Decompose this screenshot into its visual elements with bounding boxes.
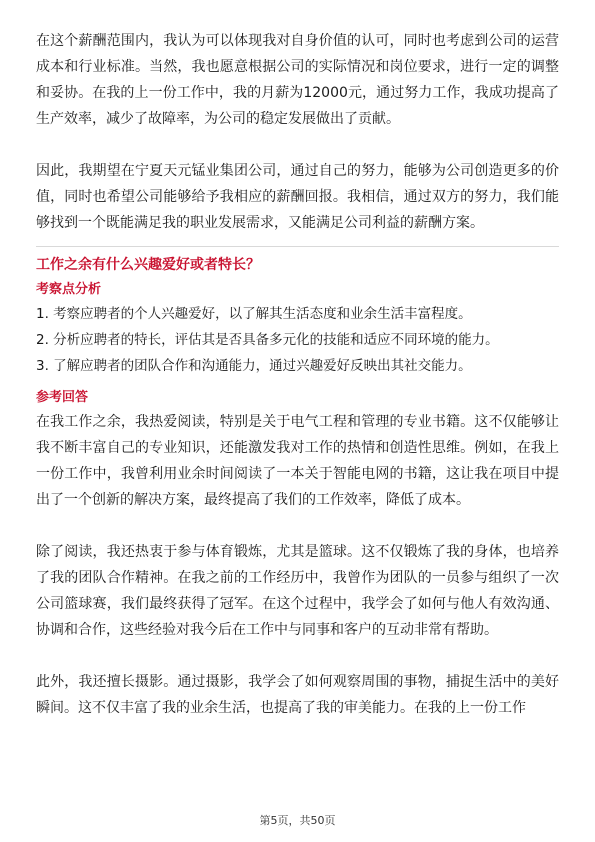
- page-number: 第5页，共50页: [259, 814, 336, 827]
- analysis-item-3: 3. 了解应聘者的团队合作和沟通能力，通过兴趣爱好反映出其社交能力。: [36, 358, 472, 374]
- analysis-label: 考察点分析: [36, 282, 102, 297]
- analysis-item-2: 2. 分析应聘者的特长，评估其是否具备多元化的技能和适应不同环境的能力。: [36, 332, 499, 348]
- answer-paragraph-2: 除了阅读，我还热衷于参与体育锻炼，尤其是篮球。这不仅锻炼了我的身体，也培养了我的团队合作精神。在我之前的工作经历中，我曾作为团队的一员参与组织了一次公司篮球赛，我们最终获得了冠军。在这个过程中，我学会了如何与他人有效沟通、协调和合作，这些经验对我今后在工作中与同事和客户的互动非常有帮助。: [36, 544, 559, 638]
- intro-paragraph-2: 因此，我期望在宁夏天元锰业集团公司，通过自己的努力，能够为公司创造更多的价值，同时也希望公司能够给予我相应的薪酬回报。我相信，通过双方的努力，我们能够找到一个既能满足我的职业发展需求，又能满足公司利益的薪酬方案。: [36, 163, 559, 231]
- question-heading: 工作之余有什么兴趣爱好或者特长？: [36, 257, 260, 273]
- section-divider: [36, 246, 559, 247]
- answer-label: 参考回答: [36, 390, 89, 405]
- analysis-item-1: 1. 考察应聘者的个人兴趣爱好，以了解其生活态度和业余生活丰富程度。: [36, 306, 472, 322]
- answer-paragraph-1: 在我工作之余，我热爱阅读，特别是关于电气工程和管理的专业书籍。这不仅能够让我不断丰富自己的专业知识，还能激发我对工作的热情和创造性思维。例如，在我上一份工作中，我曾利用业余时间阅读了一本关于智能电网的书籍，这让我在项目中提出了一个创新的解决方案，最终提高了我们的工作效率，降低了成本。: [36, 414, 559, 508]
- answer-paragraph-3: 此外，我还擅长摄影。通过摄影，我学会了如何观察周围的事物，捕捉生活中的美好瞬间。这不仅丰富了我的业余生活，也提高了我的审美能力。在我的上一份工作: [36, 674, 559, 716]
- document-page: [36, 28, 559, 721]
- intro-paragraph-1: 在这个薪酬范围内，我认为可以体现我对自身价值的认可，同时也考虑到公司的运营成本和行业标准。当然，我也愿意根据公司的实际情况和岗位要求，进行一定的调整和妥协。在我的上一份工作中，我的月薪为12000元，通过努力工作，我成功提高了生产效率，减少了故障率，为公司的稳定发展做出了贡献。: [36, 33, 559, 127]
